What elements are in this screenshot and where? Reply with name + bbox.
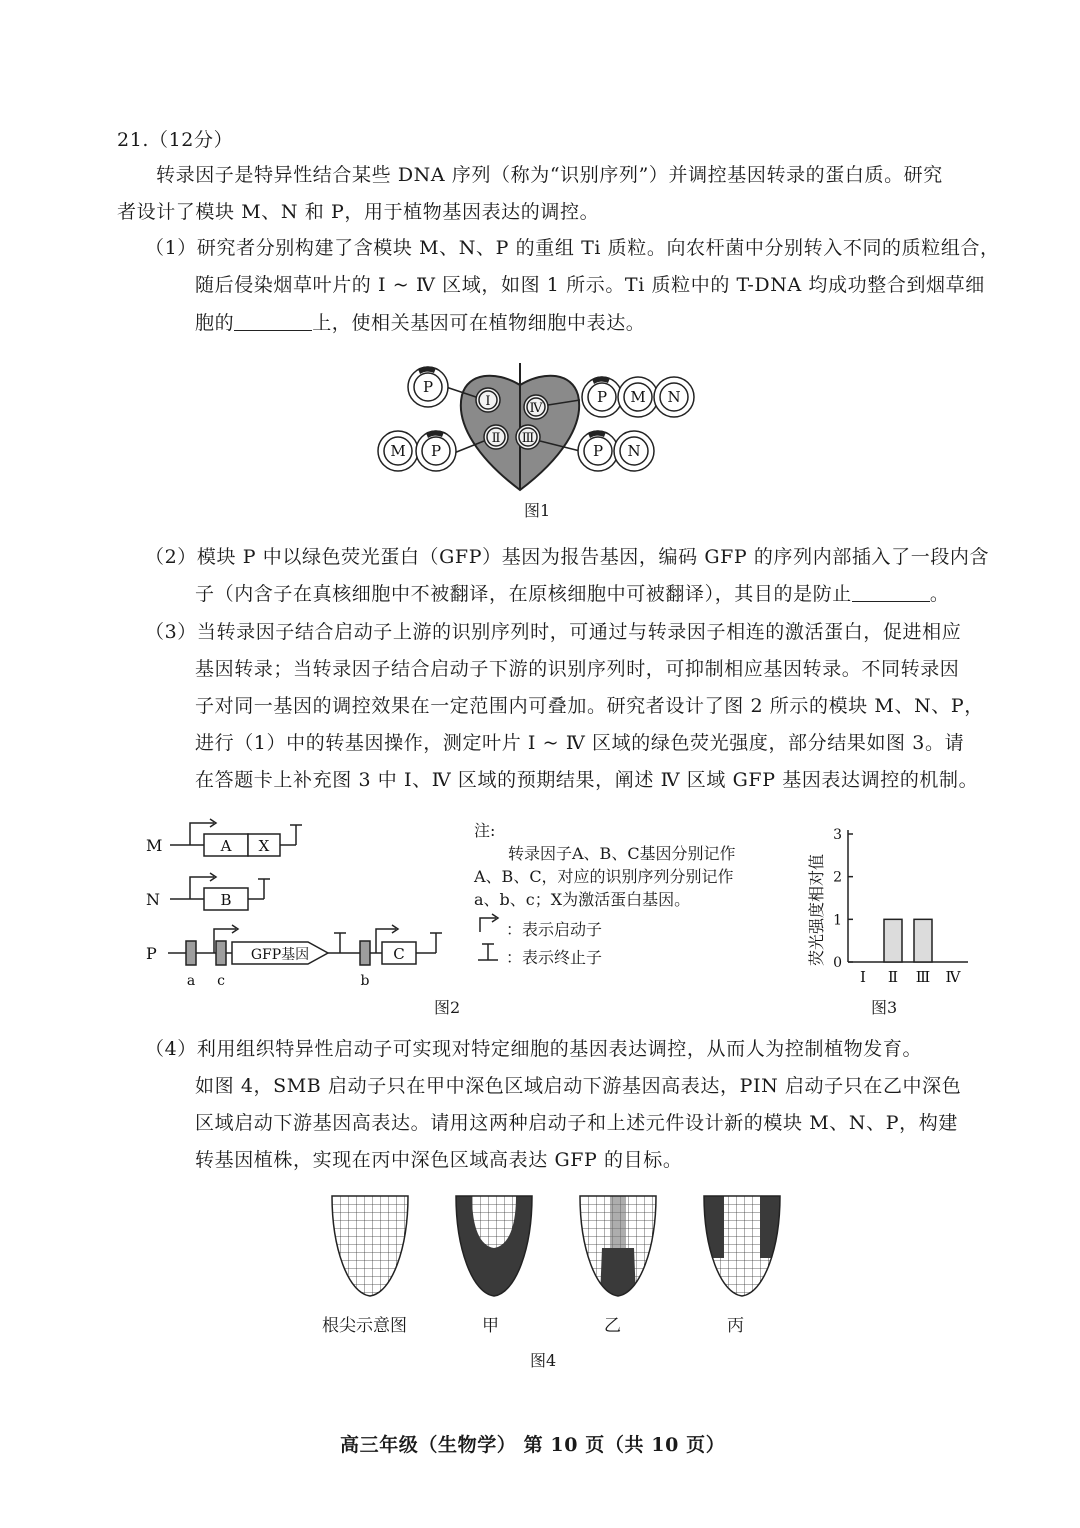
gene-c: C xyxy=(393,945,405,963)
note-line-2: A、B、C，对应的识别序列分别记作 xyxy=(474,867,734,886)
root-label-schematic: 根尖示意图 xyxy=(322,1316,407,1336)
leaf-region-4: Ⅳ xyxy=(529,401,543,416)
part1-line-2: 随后侵染烟草叶片的 Ⅰ ~ Ⅳ 区域，如图 1 所示。Ti 质粒中的 T-DNA 均成功整合到烟草细 xyxy=(195,274,985,296)
chart-y-tick-label: 3 xyxy=(833,827,842,843)
intro-line-1: 转录因子是特异性结合某些 DNA 序列（称为“识别序列”）并调控基因转录的蛋白质。研究 xyxy=(156,164,943,186)
chart-x-tick-label: Ⅰ xyxy=(860,968,866,986)
leaf-region-3: Ⅲ xyxy=(521,431,535,446)
plasmid-region3-p: P xyxy=(592,442,604,460)
site-b: b xyxy=(360,973,370,989)
chart-x-tick-label: Ⅳ xyxy=(945,968,961,986)
module-p-label: P xyxy=(146,944,157,963)
leaf-region-1: Ⅰ xyxy=(485,394,491,409)
gene-x: X xyxy=(258,837,270,855)
chart-y-tick-label: 0 xyxy=(833,955,842,971)
part3-line-3: 子对同一基因的调控效果在一定范围内可叠加。研究者设计了图 2 所示的模块 M、N、P， xyxy=(195,695,984,717)
part3-line-5: 在答题卡上补充图 3 中 Ⅰ、Ⅳ 区域的预期结果，阐述 Ⅳ 区域 GFP 基因表达调控的机制。 xyxy=(195,769,979,791)
plasmid-region4-m: M xyxy=(630,388,646,406)
part1-line-3-before: 胞的 xyxy=(195,312,235,334)
chart-x-tick-label: Ⅱ xyxy=(887,968,899,986)
part4-line-1: （4）利用组织特异性启动子可实现对特定细胞的基因表达调控，从而人为控制植物发育。 xyxy=(145,1038,923,1060)
root-label-bing: 丙 xyxy=(727,1316,744,1336)
part1-line-3-after: 上，使相关基因可在植物细胞中表达。 xyxy=(312,312,646,334)
leaf-region-2: Ⅱ xyxy=(491,431,501,446)
plasmid-region2-m: M xyxy=(390,442,406,460)
root-yi xyxy=(580,1188,656,1298)
terminator-icon xyxy=(478,944,498,960)
part2-line-2 xyxy=(195,579,950,606)
part1-line-1: （1）研究者分别构建了含模块 M、N、P 的重组 Ti 质粒。向农杆菌中分别转入不同的质粒组合， xyxy=(145,237,1000,259)
plasmid-region3-n: N xyxy=(627,442,641,460)
legend-symbols xyxy=(476,912,504,970)
note-line-1: 转录因子A、B、C基因分别记作 xyxy=(508,844,736,863)
note-title: 注: xyxy=(474,821,496,840)
root-jia xyxy=(456,1188,532,1298)
chart-y-tick-label: 1 xyxy=(833,912,842,929)
plasmid-region4-p: P xyxy=(596,388,608,406)
part4-line-3: 区域启动下游基因高表达。请用这两种启动子和上述元件设计新的模块 M、N、P，构建 xyxy=(195,1112,958,1134)
gene-b: B xyxy=(220,891,232,909)
part4-line-2: 如图 4，SMB 启动子只在甲中深色区域启动下游基因高表达，PIN 启动子只在乙中深色 xyxy=(195,1075,962,1097)
site-c: c xyxy=(217,973,225,989)
part3-line-2: 基因转录；当转录因子结合启动子下游的识别序列时，可抑制相应基因转录。不同转录因 xyxy=(195,658,960,680)
part3-line-1: （3）当转录因子结合启动子上游的识别序列时，可通过与转录因子相连的激活蛋白，促进相应 xyxy=(145,621,962,643)
gene-gfp: GFP基因 xyxy=(250,947,310,963)
chart-bar-3 xyxy=(914,919,932,962)
part4-line-4: 转基因植株，实现在丙中深色区域高表达 GFP 的目标。 xyxy=(195,1149,683,1171)
plasmid-region4-n: N xyxy=(667,388,681,406)
chart-x-tick-label: Ⅲ xyxy=(915,968,931,986)
part1-line-3 xyxy=(195,308,645,335)
plasmid-region2-p: P xyxy=(430,442,442,460)
figure4-diagram xyxy=(320,1188,790,1308)
root-schematic xyxy=(332,1188,408,1298)
figure3-chart xyxy=(800,820,980,995)
site-a: a xyxy=(186,973,196,989)
answer-blank-2[interactable] xyxy=(852,583,930,602)
intro-line-2: 者设计了模块 M、N 和 P，用于植物基因表达的调控。 xyxy=(117,201,600,223)
figure2-caption: 图2 xyxy=(434,998,461,1017)
answer-blank-1[interactable] xyxy=(234,312,312,331)
part2-line-1: （2）模块 P 中以绿色荧光蛋白（GFP）基因为报告基因，编码 GFP 的序列内部插入了一段内含 xyxy=(145,546,990,568)
page-footer: 高三年级（生物学） 第 10 页（共 10 页） xyxy=(340,1434,726,1456)
legend-promoter: ：表示启动子 xyxy=(506,920,603,939)
figure2-diagram xyxy=(140,815,460,995)
plasmid-region1-p: P xyxy=(422,378,434,396)
chart-y-tick-label: 2 xyxy=(833,869,842,886)
chart-ylabel: 荧光强度相对值 xyxy=(807,853,826,967)
part2-line-2-before: 子（内含子在真核细胞中不被翻译，在原核细胞中可被翻译），其目的是防止 xyxy=(195,583,852,605)
part2-line-2-after: 。 xyxy=(929,583,950,605)
legend-terminator: ：表示终止子 xyxy=(506,948,603,967)
root-label-jia: 甲 xyxy=(482,1316,499,1336)
figure4-caption: 图4 xyxy=(530,1351,557,1370)
module-m-label: M xyxy=(146,836,163,855)
module-n-label: N xyxy=(146,890,160,909)
note-line-3: a、b、c；X为激活蛋白基因。 xyxy=(474,890,691,909)
figure3-caption: 图3 xyxy=(871,998,898,1017)
part3-line-4: 进行（1）中的转基因操作，测定叶片 Ⅰ ~ Ⅳ 区域的绿色荧光强度，部分结果如图 3。请 xyxy=(195,732,965,754)
chart-bar-2 xyxy=(884,919,902,962)
question-number: 21.（12分） xyxy=(117,129,234,151)
gene-a: A xyxy=(220,837,232,855)
root-bing xyxy=(704,1188,780,1298)
root-label-yi: 乙 xyxy=(604,1316,621,1336)
figure1-caption: 图1 xyxy=(524,501,551,520)
figure1-diagram xyxy=(370,355,700,495)
